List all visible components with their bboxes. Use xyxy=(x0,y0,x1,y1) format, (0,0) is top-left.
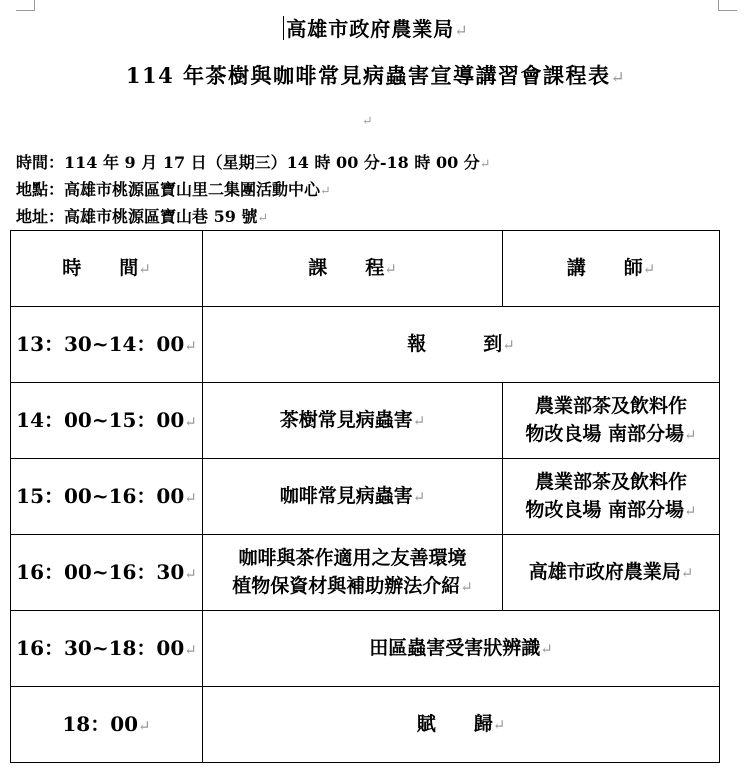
event-place-text: 地點：高雄市桃源區寶山里二集團活動中心 xyxy=(16,180,321,199)
event-place xyxy=(16,177,331,200)
course-text: 茶樹常見病蟲害 xyxy=(279,409,413,431)
lecturer-text: 高雄市政府農業局 xyxy=(528,561,681,583)
return-mark-icon: ↵ xyxy=(642,260,656,278)
return-mark-icon: ↵ xyxy=(492,716,506,734)
table-row xyxy=(11,611,720,687)
lecturer-cell xyxy=(503,383,720,459)
course-cell xyxy=(203,383,503,459)
header-course-label: 課 程 xyxy=(308,257,385,279)
merged-cell xyxy=(203,611,720,687)
event-time-text: 時間：114 年 9 月 17 日（星期三）14 時 00 分-18 時 00 分 xyxy=(16,153,480,172)
course-cell xyxy=(203,535,503,611)
return-mark-icon: ↵ xyxy=(257,211,269,226)
return-mark-icon: ↵ xyxy=(684,502,697,520)
return-mark-icon: ↵ xyxy=(184,488,197,507)
time-text: 16：30~18：00 xyxy=(16,635,185,660)
time-cell xyxy=(11,383,203,459)
return-mark-icon: ↵ xyxy=(412,488,426,506)
time-text: 16：00~16：30 xyxy=(16,559,185,584)
page-corner-mark-right xyxy=(718,0,737,11)
return-mark-icon: ↵ xyxy=(610,67,627,87)
document-title-text: 114 年茶樹與咖啡常見病蟲害宣導講習會課程表 xyxy=(125,63,611,88)
header-lecturer xyxy=(503,231,720,307)
course-line-1: 咖啡與茶作適用之友善環境 xyxy=(238,547,467,569)
return-mark-icon: ↵ xyxy=(362,114,373,129)
return-mark-icon: ↵ xyxy=(320,184,331,199)
return-mark-icon: ↵ xyxy=(184,412,197,431)
return-mark-icon: ↵ xyxy=(184,336,197,355)
return-mark-icon: ↵ xyxy=(684,426,697,444)
merged-text: 賦 歸 xyxy=(416,713,493,735)
time-text: 13：30~14：00 xyxy=(16,331,185,356)
course-cell xyxy=(203,459,503,535)
return-mark-icon: ↵ xyxy=(138,260,151,278)
course-text: 咖啡常見病蟲害 xyxy=(279,485,413,507)
lecturer-line-2: 物改良場 南部分場 xyxy=(525,499,685,521)
header-time xyxy=(11,231,203,307)
return-mark-icon: ↵ xyxy=(460,578,473,596)
table-row xyxy=(11,307,720,383)
return-mark-icon: ↵ xyxy=(184,640,197,659)
event-address-text: 地址：高雄市桃源區寶山巷 59 號 xyxy=(16,207,258,226)
lecturer-cell xyxy=(503,535,720,611)
lecturer-line-1: 農業部茶及飲料作 xyxy=(534,471,687,493)
header-lecturer-label: 講 師 xyxy=(566,257,643,279)
return-mark-icon: ↵ xyxy=(412,412,426,430)
lecturer-line-2: 物改良場 南部分場 xyxy=(525,423,685,445)
return-mark-icon: ↵ xyxy=(680,564,694,582)
course-line-2: 植物保資材與補助辦法介紹 xyxy=(232,575,461,597)
merged-text: 報 到 xyxy=(407,333,503,355)
time-text: 15：00~16：00 xyxy=(16,483,185,508)
return-mark-icon: ↵ xyxy=(184,564,197,583)
schedule-table xyxy=(10,230,720,763)
time-cell xyxy=(11,535,203,611)
return-mark-icon: ↵ xyxy=(138,716,151,735)
table-header-row xyxy=(11,231,720,307)
time-text: 14：00~15：00 xyxy=(16,407,185,432)
return-mark-icon: ↵ xyxy=(540,640,553,658)
event-time xyxy=(16,150,491,173)
table-row xyxy=(11,535,720,611)
text-cursor xyxy=(283,16,284,40)
time-cell xyxy=(11,611,203,687)
time-cell xyxy=(11,459,203,535)
header-course xyxy=(203,231,503,307)
merged-text: 田區蟲害受害狀辨識 xyxy=(369,637,541,659)
empty-paragraph xyxy=(362,110,373,129)
time-text: 18：00 xyxy=(62,711,139,736)
lecturer-line-1: 農業部茶及飲料作 xyxy=(534,395,687,417)
document-title xyxy=(0,60,752,90)
time-cell xyxy=(11,687,203,763)
return-mark-icon: ↵ xyxy=(479,157,491,172)
header-time-label: 時 間 xyxy=(62,257,139,279)
merged-cell xyxy=(203,687,720,763)
event-address xyxy=(16,204,268,227)
organization-heading xyxy=(0,13,752,42)
table-row xyxy=(11,459,720,535)
return-mark-icon: ↵ xyxy=(454,21,469,40)
table-row xyxy=(11,383,720,459)
table-row xyxy=(11,687,720,763)
return-mark-icon: ↵ xyxy=(384,260,397,278)
lecturer-cell xyxy=(503,459,720,535)
time-cell xyxy=(11,307,203,383)
return-mark-icon: ↵ xyxy=(502,336,515,354)
organization-name: 高雄市政府農業局 xyxy=(286,17,455,41)
page-corner-mark-left xyxy=(16,0,35,11)
merged-cell xyxy=(203,307,720,383)
